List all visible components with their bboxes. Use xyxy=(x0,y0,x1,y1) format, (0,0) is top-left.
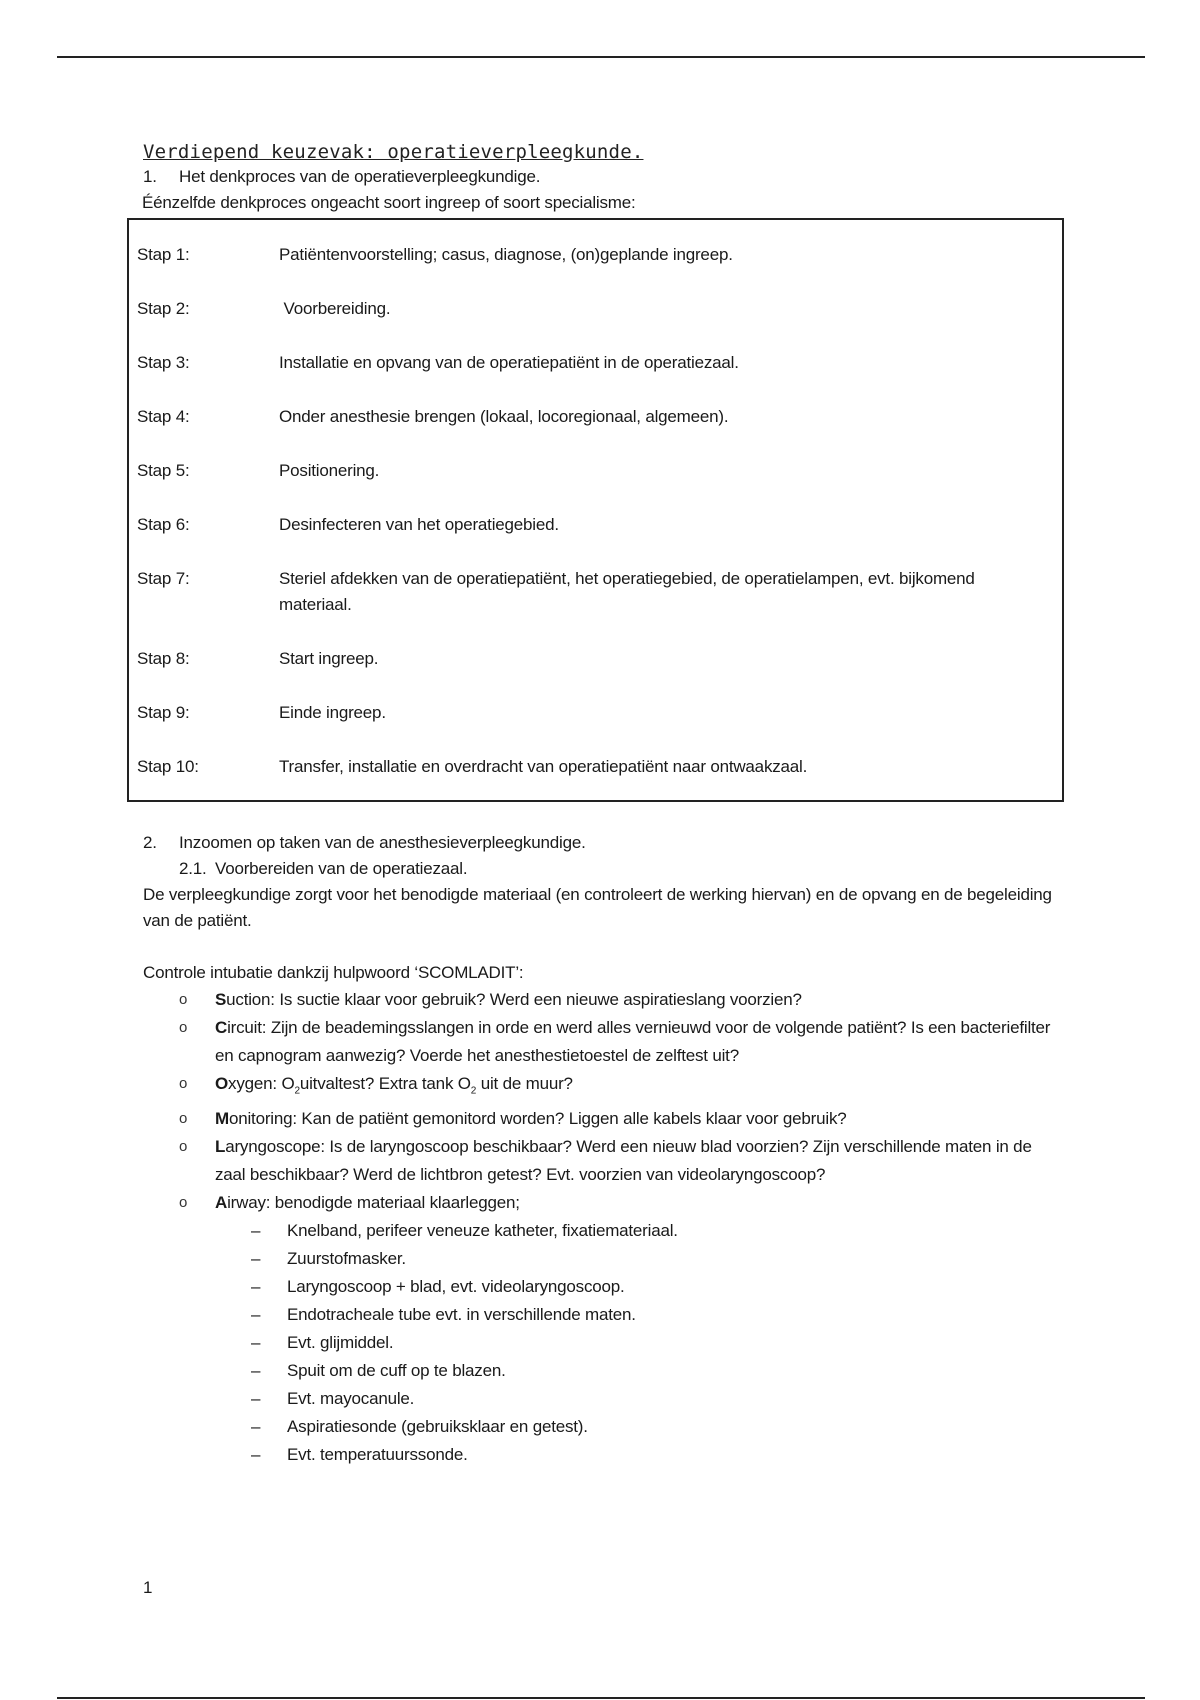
step-row xyxy=(137,458,1062,484)
section-1-heading xyxy=(143,164,1063,190)
checklist-item-suction: o Suction: Is suctie klaar voor gebruik? Werd een nieuwe aspiratieslang voorzien? xyxy=(179,986,1063,1014)
step-text: Patiëntenvoorstelling; casus, diagnose, (on)geplande ingreep. xyxy=(279,245,733,264)
step-row xyxy=(137,646,1062,672)
step-label: Stap 3: xyxy=(137,353,190,372)
step-label: Stap 10: xyxy=(137,757,199,776)
circle-bullet-icon: o xyxy=(179,1194,188,1212)
step-label: Stap 4: xyxy=(137,407,190,426)
airway-item: – Zuurstofmasker. xyxy=(251,1245,1063,1273)
step-text: Steriel afdekken van de operatiepatiënt, het operatiegebied, de operatielampen, evt. bijkomend materiaal. xyxy=(279,569,975,614)
header-rule xyxy=(57,56,1145,58)
page-number: 1 xyxy=(143,1578,153,1597)
circle-bullet-icon: o xyxy=(179,1110,188,1128)
document-title: Verdiepend keuzevak: operatieverpleegkunde. xyxy=(143,141,644,163)
step-label: Stap 9: xyxy=(137,703,190,722)
dash-bullet-icon: – xyxy=(251,1249,261,1269)
airway-item: – Evt. mayocanule. xyxy=(251,1385,1063,1413)
checklist-item-monitoring: o Monitoring: Kan de patiënt gemonitord worden? Liggen alle kabels klaar voor gebruik? xyxy=(179,1105,1063,1133)
footer-rule xyxy=(57,1697,1145,1699)
section-2-heading xyxy=(143,830,1063,856)
subsection-title: Voorbereiden van de operatiezaal. xyxy=(215,859,468,878)
dash-bullet-icon: – xyxy=(251,1445,261,1465)
checklist-item-oxygen: o Oxygen: $O_2uitvaltest$? Extra tank $O_2$ uit de muur? xyxy=(179,1070,1063,1105)
step-text: Positionering. xyxy=(279,461,380,480)
step-text: Onder anesthesie brengen (lokaal, locoregionaal, algemeen). xyxy=(279,407,729,426)
step-text: Transfer, installatie en overdracht van operatiepatiënt naar ontwaakzaal. xyxy=(279,757,808,776)
checklist-item-laryngoscope: o Laryngoscope: Is de laryngoscoop beschikbaar? Werd een nieuw blad voorzien? Zijn verschillende maten in de zaal beschikbaar? Werd de lichtbron getest? Evt. voorzien van videolaryngoscoop? xyxy=(179,1133,1063,1189)
section-title: Inzoomen op taken van de anesthesieverpleegkundige. xyxy=(179,833,586,852)
step-row xyxy=(137,512,1062,538)
document-page xyxy=(137,140,1063,1469)
step-row xyxy=(137,700,1062,726)
section-number: 1. xyxy=(143,167,157,186)
step-text: Installatie en opvang van de operatiepatiënt in de operatiezaal. xyxy=(279,353,739,372)
step-text: Start ingreep. xyxy=(279,649,379,668)
step-label: Stap 2: xyxy=(137,299,190,318)
circle-bullet-icon: o xyxy=(179,1075,188,1092)
airway-item: – Laryngoscoop + blad, evt. videolaryngoscoop. xyxy=(251,1273,1063,1301)
dash-bullet-icon: – xyxy=(251,1277,261,1297)
dash-bullet-icon: – xyxy=(251,1333,261,1353)
step-text: Einde ingreep. xyxy=(279,703,386,722)
scomladit-intro: Controle intubatie dankzij hulpwoord ‘SCOMLADIT’: xyxy=(143,963,524,982)
step-row xyxy=(137,296,1062,322)
section-number: 2. xyxy=(143,833,157,852)
section-2-paragraph: De verpleegkundige zorgt voor het benodigde materiaal (en controleert de werking hiervan) en de opvang en de begeleiding van de patiënt. xyxy=(143,885,1052,930)
circle-bullet-icon: o xyxy=(179,1138,188,1156)
step-text: Voorbereiding. xyxy=(279,299,391,318)
circle-bullet-icon: o xyxy=(179,991,188,1008)
section-1-intro: Éénzelfde denkproces ongeacht soort ingreep of soort specialisme: xyxy=(142,193,636,212)
dash-bullet-icon: – xyxy=(251,1417,261,1437)
subsection-2-1-heading xyxy=(143,856,1063,882)
step-text: Desinfecteren van het operatiegebied. xyxy=(279,515,559,534)
dash-bullet-icon: – xyxy=(251,1361,261,1381)
section-title: Het denkproces van de operatieverpleegkundige. xyxy=(179,167,541,186)
airway-item: – Evt. glijmiddel. xyxy=(251,1329,1063,1357)
step-row xyxy=(137,242,1062,268)
step-label: Stap 1: xyxy=(137,245,190,264)
checklist-item-circuit: o Circuit: Zijn de beademingsslangen in orde en werd alles vernieuwd voor de volgende patiënt? Is een bacteriefilter en capnogram aanwezig? Voerde het anesthestietoestel de zelftest uit? xyxy=(179,1014,1063,1070)
airway-materials-list xyxy=(143,1217,1063,1469)
dash-bullet-icon: – xyxy=(251,1221,261,1241)
step-label: Stap 5: xyxy=(137,461,190,480)
airway-item: – Endotracheale tube evt. in verschillende maten. xyxy=(251,1301,1063,1329)
airway-item: – Aspiratiesonde (gebruiksklaar en getest). xyxy=(251,1413,1063,1441)
airway-item: – Evt. temperatuurssonde. xyxy=(251,1441,1063,1469)
dash-bullet-icon: – xyxy=(251,1389,261,1409)
step-row xyxy=(137,350,1062,376)
subsection-number: 2.1. xyxy=(179,859,207,878)
circle-bullet-icon: o xyxy=(179,1019,188,1036)
airway-item: – Knelband, perifeer veneuze katheter, fixatiemateriaal. xyxy=(251,1217,1063,1245)
airway-item: – Spuit om de cuff op te blazen. xyxy=(251,1357,1063,1385)
dash-bullet-icon: – xyxy=(251,1305,261,1325)
step-label: Stap 8: xyxy=(137,649,190,668)
step-label: Stap 7: xyxy=(137,569,190,588)
step-label: Stap 6: xyxy=(137,515,190,534)
checklist-item-airway: o Airway: benodigde materiaal klaarleggen; xyxy=(179,1189,1063,1217)
section-2 xyxy=(143,830,1063,1469)
step-row xyxy=(137,404,1062,430)
scomladit-checklist xyxy=(143,986,1063,1217)
step-row xyxy=(137,754,1062,780)
step-row xyxy=(137,566,1062,618)
steps-box xyxy=(127,218,1064,802)
